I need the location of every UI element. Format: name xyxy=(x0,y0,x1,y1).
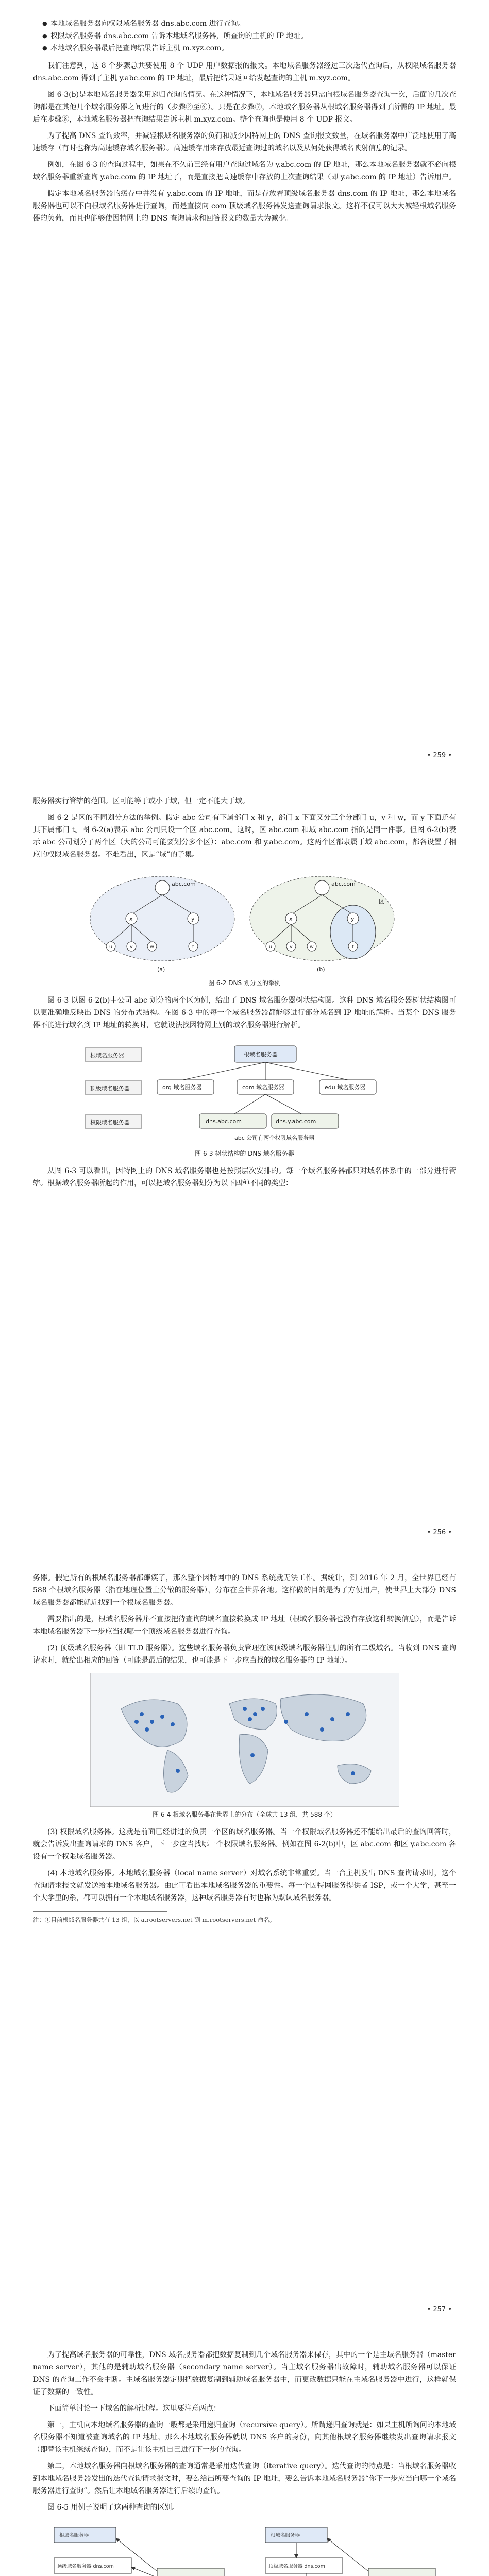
figure-caption: 图 6-4 根域名服务器在世界上的分布（全球共 13 组，共 588 个） xyxy=(153,1811,336,1818)
paragraph: 第一，主机向本地域名服务器的查询一般都是采用递归查询（recursive query）。所谓递归查询就是：如果主机所询问的本地域名服务器不知道被查询域名的 IP 地址，那么本地域名服务器就以 DNS 客户的身份，向其他根域名服务器继续发出查询请求报文（即替该主机继续查询），而不是让该主机自己进行下一步的查询。 xyxy=(33,2421,456,2454)
tree-node xyxy=(155,880,170,895)
paragraph: 为了提高 DNS 查询效率，并减轻根域名服务器的负荷和减少因特网上的 DNS 查询报文数量，在域名服务器中广泛地使用了高速缓存（有时也称为高速缓存域名服务器）。高速缓存用来存放最近查询过的域名以及从何处获得域名映射信息的记录。 xyxy=(33,132,456,152)
book-page-3 xyxy=(0,1554,489,2331)
node-label: x xyxy=(129,916,133,922)
figure-dns-zones xyxy=(33,867,456,987)
zone-diagram xyxy=(80,867,410,975)
page-number: • 256 • xyxy=(427,1529,452,1536)
paragraph: (4) 本地域名服务器。本地域名服务器（local name server）对域名系统非常重要。当一台主机发出 DNS 查询请求时，这个查询请求报文就发送给本地域名服务器。由此可看出本地域名服务器的重要性。每一个因特网服务提供者 ISP，或一个大学，甚至一个大学里的系，都可以拥有一个本地域名服务器，这种域名服务器有时也称为默认域名服务器。 xyxy=(33,1869,456,1902)
node-label: v xyxy=(289,944,293,950)
server-label: com 域名服务器 xyxy=(242,1084,284,1091)
paragraph: (3) 权限域名服务器。这就是前面已经讲过的负责一个区的域名服务器。当一个权限域名服务器还不能给出最后的查询回答时，就会告诉发出查询请求的 DNS 客户，下一步应当找哪一个权限域名服务器。例如在图 6-2(b)中，区 abc.com 和区 y.abc.com 各设有一个权限域名服务器。 xyxy=(33,1828,456,1861)
figure-caption: 图 6-3 树状结构的 DNS 域名服务器 xyxy=(195,1150,294,1157)
paragraph: (2) 顶级域名服务器（即 TLD 服务器）。这些域名服务器负责管理在该顶级域名服务器注册的所有二级域名。当收到 DNS 查询请求时，就给出相应的回答（可能是最后的结果，也可能是下一步应当找的域名服务器的 IP 地址）。 xyxy=(33,1644,456,1665)
node-label: w xyxy=(309,944,314,950)
server-node xyxy=(157,2568,224,2576)
paragraph: 例如，在图 6-3 的查询过程中，如果在不久前已经有用户查询过域名为 y.abc.com 的 IP 地址，那么本地域名服务器就不必向根域名服务器重新查询 y.abc.com 的 IP 地址了，而是直接把高速缓存中存放的上次查询结果（即 y.abc.com 的 IP 地址）告诉用户。 xyxy=(33,161,456,181)
footnote-divider xyxy=(33,1911,167,1912)
step-item: ● 本地域名服务器向权限域名服务器 dns.abc.com 进行查询。 xyxy=(42,18,456,30)
step-item: ● 权限域名服务器 dns.abc.com 告诉本地域名服务器，所查询的主机的 IP 地址。 xyxy=(42,30,456,42)
paragraph: 为了提高域名服务器的可靠性，DNS 域名服务器都把数据复制到几个域名服务器来保存，其中的一个是主域名服务器（master name server），其他的是辅助域名服务器（secondary name server）。当主域名服务器出故障时，辅助域名服务器可以保证 DNS 的查询工作不会中断。主域名服务器定期把数据复制到辅助域名服务器中，而更改数据只能在主域名服务器中进行，这样就保证了数据的一致性。 xyxy=(33,2351,456,2396)
node-label: t xyxy=(351,944,354,950)
query-diagram xyxy=(39,2520,451,2576)
paragraph: 图 6-3 以图 6-2(b)中公司 abc 划分的两个区为例，给出了 DNS 域名服务器树状结构图。这种 DNS 域名服务器树状结构图可以更准确地反映出 DNS 的分布式结构。在图 6-3 中的每一个域名服务器都能够进行部分域名到 IP 地址的解析。当某个 DNS 服务器不能进行域名到 IP 地址的转换时，它就设法找因特网上别的域名服务器进行解析。 xyxy=(33,996,456,1029)
level-label: 权限域名服务器 xyxy=(90,1119,130,1126)
level-label: 顶级域名服务器 xyxy=(90,1085,130,1092)
paragraph: 第二，本地域名服务器向根域名服务器的查询通常是采用迭代查询（iterative query）。迭代查询的特点是：当根域名服务器收到本地域名服务器发出的迭代查询请求报文时，要么给出所要查询的 IP 地址，要么告诉本地域名服务器“你下一步应当向哪一个域名服务器进行查询”。然后让本地域名服务器进行后续的查询。 xyxy=(33,2462,456,2495)
paragraph: 图 6-2 是区的不同划分方法的举例。假定 abc 公司有下属部门 x 和 y，部门 x 下面又分三个分部门 u，v 和 w，而 y 下面还有其下属部门 t。图 6-2(a)表示 abc 公司只设一个区 abc.com。这时，区 abc.com 和域 abc.com 指的是同一件事。但图 6-2(b)表示 abc 公司划分了两个区（大的公司可能要划分多个区）：abc.com 和 y.abc.com。这两个区都隶属于域 abc.com，都各设置了相应的权限域名服务器。不难看出，区是“域”的子集。 xyxy=(33,814,456,859)
annotation: abc 公司有两个权限域名服务器 xyxy=(234,1134,314,1141)
page-number: • 257 • xyxy=(427,2306,452,2313)
server-label: 根域名服务器 xyxy=(270,2533,300,2538)
world-map xyxy=(90,1673,399,1807)
node-label: w xyxy=(149,944,154,950)
server-label: 根域名服务器 xyxy=(59,2533,89,2538)
node-label: u xyxy=(109,944,112,950)
paragraph: 图 6-5 用例子说明了这两种查询的区别。 xyxy=(47,2503,179,2512)
server-label: 顶级域名服务器 dns.com xyxy=(268,2564,325,2569)
paragraph: 图 6-3(b)是本地域名服务器采用递归查询的情况。在这种情况下，本地域名服务器只需向根域名服务器查询一次，后面的几次查询都是在其他几个域名服务器之间进行的（步骤②至⑥）。只是在步骤⑦，本地域名服务器从根域名服务器得到了所需的 IP 地址。最后在步骤⑧，本地域名服务器把查询结果告诉主机 m.xyz.com。整个查询也是使用 8 个 UDP 报文。 xyxy=(33,91,456,124)
step-item: ● 本地域名服务器最后把查询结果告诉主机 m.xyz.com。 xyxy=(42,42,456,55)
node-label: abc.com xyxy=(331,880,356,887)
paragraph: 假定本地域名服务器的缓存中并没有 y.abc.com 的 IP 地址，而是存放着顶级域名服务器 dns.com 的 IP 地址，那么本地域名服务器也可以不向根域名服务器进行查询，而是直接向 com 顶级域名服务器发送查询请求报文。这样不仅可以大大减轻根域名服务器的负荷，而且也能够使因特网上的 DNS 查询请求和回答报文的数量大为减少。 xyxy=(33,190,456,223)
node-label: x xyxy=(289,916,293,922)
figure-caption: 图 6-2 DNS 划分区的举例 xyxy=(208,979,281,987)
step-list xyxy=(42,18,456,55)
book-page-1 xyxy=(0,0,489,777)
paragraph: 从图 6-3 可以看出，因特网上的 DNS 域名服务器也是按照层次安排的。每一个域名服务器都只对域名体系中的一部分进行管辖。根据域名服务器所起的作用，可以把域名服务器划分为以下四种不同的类型： xyxy=(33,1167,456,1188)
server-label: org 域名服务器 xyxy=(162,1084,202,1091)
figure-dns-query xyxy=(33,2520,456,2576)
paragraph: 我们注意到，这 8 个步骤总共要使用 8 个 UDP 用户数据报的报文。本地域名服务器经过三次迭代查询后，从权限域名服务器 dns.abc.com 得到了主机 y.abc.com 的 IP 地址，最后把结果返回给发起查询的主机 m.xyz.com。 xyxy=(33,62,456,82)
paragraph: 务器。假定所有的根域名服务器都瘫痪了，那么整个因特网中的 DNS 系统就无法工作。据统计，到 2016 年 2 月，全世界已经有 588 个根域名服务器（指在地理位置上分散的服务器），分布在全世界各地。这样做的目的是为了方便用户，使世界上大部分 DNS 域名服务器都能就近找到一个根域名服务器。 xyxy=(33,1574,456,1607)
paragraph: 服务器实行管辖的范围。区可能等于或小于域，但一定不能大于域。 xyxy=(33,797,249,805)
node-label: y xyxy=(350,916,355,922)
server-label: edu 域名服务器 xyxy=(324,1084,365,1091)
subfigure-a xyxy=(54,2527,237,2576)
subfigure-label: (b) xyxy=(316,966,325,973)
server-label: 顶级域名服务器 dns.com xyxy=(57,2564,114,2569)
node-label: abc.com xyxy=(171,880,196,887)
server-label: dns.y.abc.com xyxy=(275,1118,316,1125)
subfigure-label: (a) xyxy=(157,966,165,973)
level-label: 根域名服务器 xyxy=(90,1052,124,1059)
node-label: t xyxy=(192,944,194,950)
node-label: u xyxy=(268,944,272,950)
footnote: 注：①目前根域名服务器共有 13 组，以 a.rootservers.net 到 m.rootservers.net 命名。 xyxy=(33,1916,276,1923)
paragraph: 需要指出的是，根域名服务器并不直接把待查询的域名直接转换成 IP 地址（根域名服务器也没有存放这种转换信息），而是告诉本地域名服务器下一步应当找哪一个顶级域名服务器进行查询。 xyxy=(33,1615,456,1636)
node-label: v xyxy=(129,944,133,950)
node-label: y xyxy=(191,916,195,922)
zone-label: 区 xyxy=(378,898,384,905)
figure-dns-tree xyxy=(33,1038,456,1158)
server-label: dns.abc.com xyxy=(205,1118,242,1125)
page-number: • 259 • xyxy=(427,752,452,759)
figure-root-server-map xyxy=(33,1673,456,1819)
book-page-2 xyxy=(0,777,489,1554)
paragraph: 下面简单讨论一下域名的解析过程。这里要注意两点： xyxy=(47,2404,221,2413)
book-page-4 xyxy=(0,2331,489,2576)
subfigure-b xyxy=(265,2527,448,2576)
server-label: 根域名服务器 xyxy=(243,1051,278,1058)
server-tree-diagram xyxy=(80,1038,410,1146)
